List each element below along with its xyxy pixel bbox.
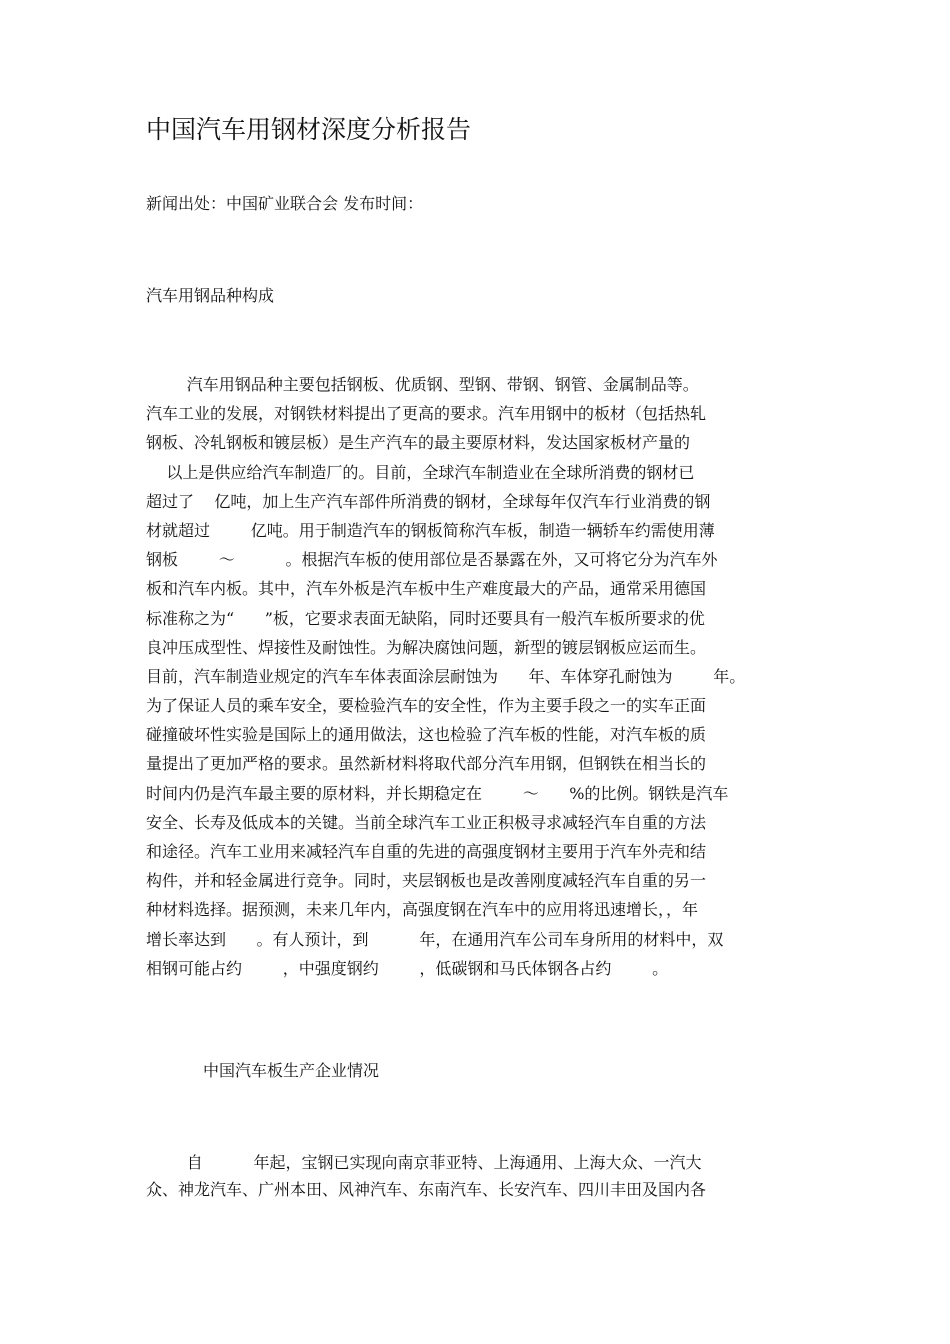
paragraph-line: 超过了 亿吨，加上生产汽车部件所消费的钢材，全球每年仅汽车行业消费的钢 xyxy=(146,491,711,511)
paragraph-line: 汽车用钢品种主要包括钢板、优质钢、型钢、带钢、钢管、金属制品等。 xyxy=(146,375,699,394)
paragraph-line: 时间内仍是汽车最主要的原材料，并长期稳定在 ～ %的比例。钢铁是汽车 xyxy=(146,783,729,803)
paragraph-china-producers xyxy=(146,1149,810,1203)
paragraph-line: 目前，汽车制造业规定的汽车车体表面涂层耐蚀为 年、车体穿孔耐蚀为 年。 xyxy=(146,666,746,686)
section-heading-steel-varieties: 汽车用钢品种构成 xyxy=(146,286,275,305)
paragraph-line: 众、神龙汽车、广州本田、风神汽车、东南汽车、长安汽车、四川丰田及国内各 xyxy=(146,1180,707,1199)
paragraph-line: 为了保证人员的乘车安全，要检验汽车的安全性，作为主要手段之一的实车正面 xyxy=(146,696,707,716)
paragraph-line: 良冲压成型性、焊接性及耐蚀性。为解决腐蚀问题，新型的镀层钢板应运而生。 xyxy=(146,637,707,657)
paragraph-line: 以上是供应给汽车制造厂的。目前，全球汽车制造业在全球所消费的钢材已 xyxy=(146,462,695,482)
paragraph-line: 汽车工业的发展，对钢铁材料提出了更高的要求。汽车用钢中的板材（包括热轧 xyxy=(146,404,707,424)
paragraph-line: 自 年起，宝钢已实现向南京菲亚特、上海通用、上海大众、一汽大 xyxy=(146,1153,702,1172)
paragraph-line: 和途径。汽车工业用来减轻汽车自重的先进的高强度钢材主要用于汽车外壳和结 xyxy=(146,842,707,861)
paragraph-line: 相钢可能占约 ，中强度钢约 ，低碳钢和马氏体钢各占约 。 xyxy=(146,958,669,978)
paragraph-line: 钢板、冷轧钢板和镀层板）是生产汽车的最主要原材料，发达国家板材产量的 xyxy=(146,433,691,453)
paragraph-line: 材就超过 亿吨。用于制造汽车的钢板简称汽车板，制造一辆轿车约需使用薄 xyxy=(146,520,715,540)
news-source-line: 新闻出处：中国矿业联合会 发布时间： xyxy=(146,194,424,213)
paragraph-line: 构件，并和轻金属进行竞争。同时，夹层钢板也是改善刚度减轻汽车自重的另一 xyxy=(146,871,707,891)
paragraph-line: 板和汽车内板。其中，汽车外板是汽车板中生产难度最大的产品，通常采用德国 xyxy=(146,579,707,599)
paragraph-line: 标准称之为“ ”板，它要求表面无缺陷，同时还要具有一般汽车板所要求的优 xyxy=(146,608,705,628)
paragraph-line: 钢板 ～ 。根据汽车板的使用部位是否暴露在外，又可将它分为汽车外 xyxy=(146,550,718,570)
paragraph-line: 增长率达到 。有人预计，到 年，在通用汽车公司车身所用的材料中，双 xyxy=(146,929,724,949)
paragraph-line: 量提出了更加严格的要求。虽然新材料将取代部分汽车用钢，但钢铁在相当长的 xyxy=(146,754,707,774)
paragraph-steel-varieties xyxy=(146,370,810,983)
paragraph-line: 碰撞破坏性实验是国际上的通用做法，这也检验了汽车板的性能，对汽车板的质 xyxy=(146,725,707,745)
document-title: 中国汽车用钢材深度分析报告 xyxy=(146,115,472,144)
paragraph-line: 安全、长寿及低成本的关键。当前全球汽车工业正积极寻求减轻汽车自重的方法 xyxy=(146,812,707,832)
section-heading-china-producers: 中国汽车板生产企业情况 xyxy=(203,1061,380,1080)
paragraph-line: 种材料选择。据预测，未来几年内，高强度钢在汽车中的应用将迅速增长，，年 xyxy=(146,900,699,920)
